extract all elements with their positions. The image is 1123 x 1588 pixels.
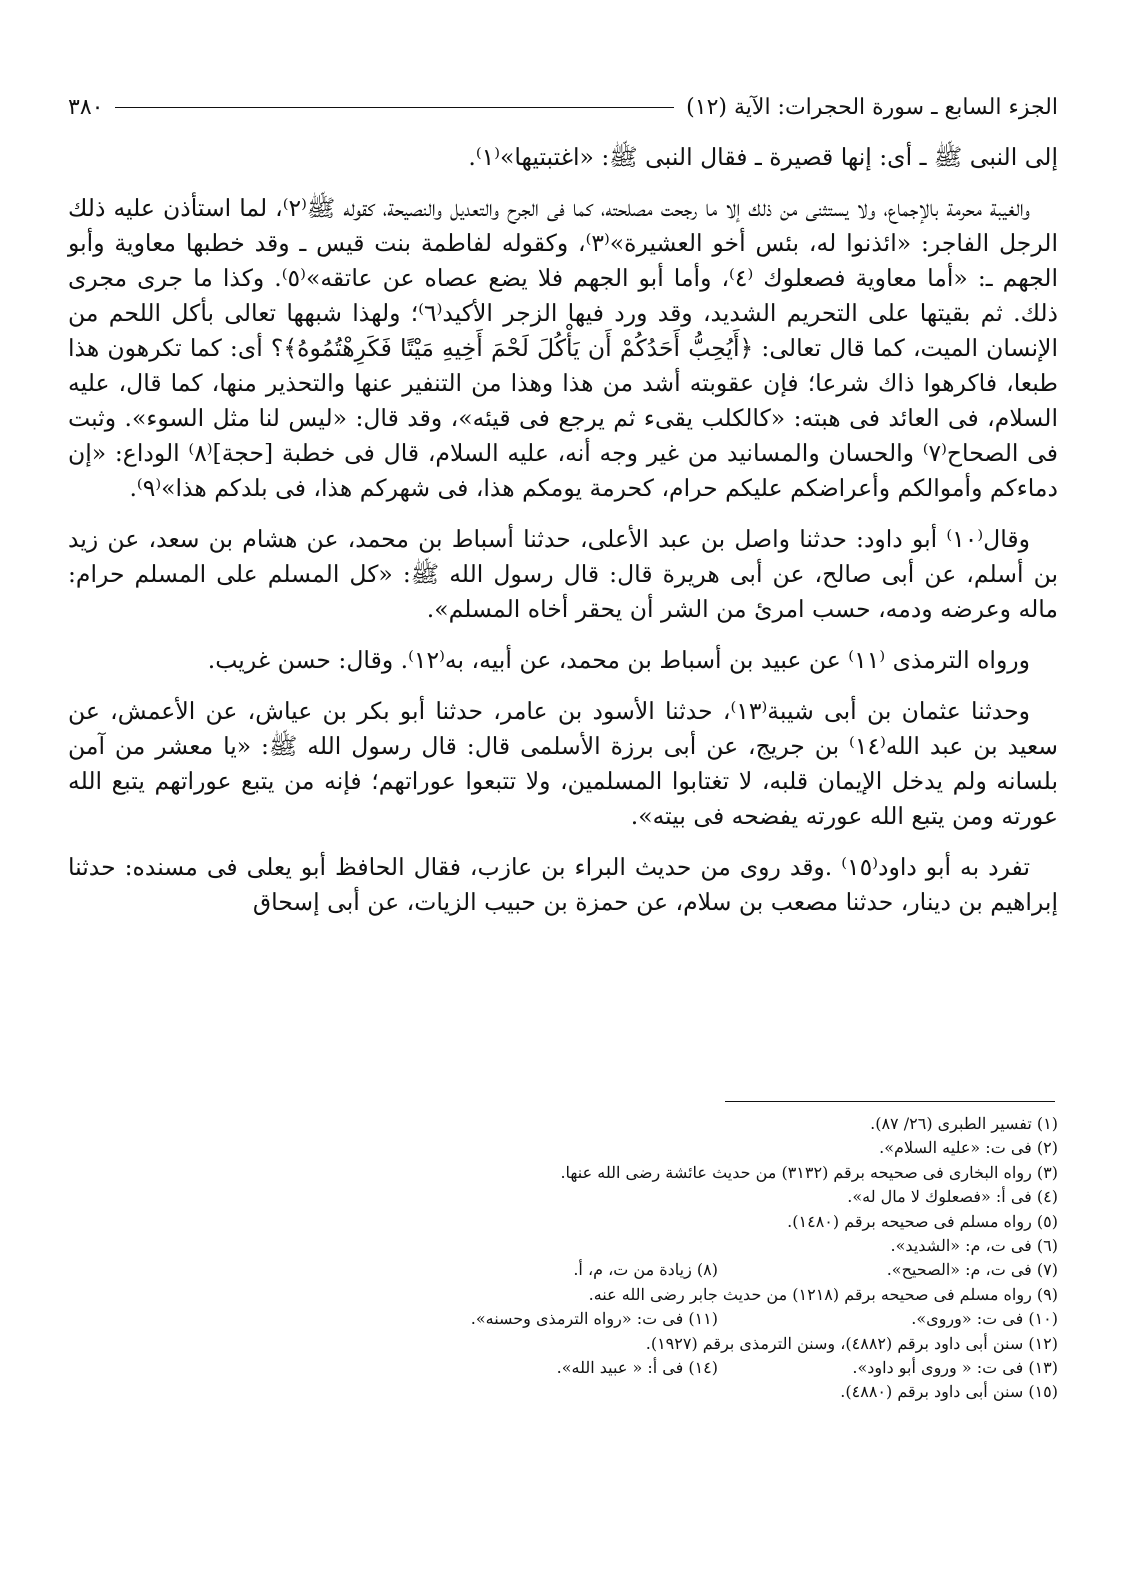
paragraph: ورواه الترمذى ⁽١١⁾ عن عبيد بن أسباط بن محمد، عن أبيه، به⁽١٢⁾. وقال: حسن غريب. xyxy=(207,646,1030,674)
footnote-line xyxy=(68,1161,1058,1185)
footnote: (١١) فى ت: «رواه الترمذى وحسنه». xyxy=(470,1309,718,1329)
footnotes xyxy=(68,1112,1058,1405)
footnote: (١٠) فى ت: «وروى». xyxy=(911,1309,1058,1329)
footnote-line xyxy=(68,1380,1058,1404)
footnote: (١٣) فى ت: « وروى أبو داود». xyxy=(852,1358,1058,1378)
running-title: الجزء السابع ـ سورة الحجرات: الآية (١٢) xyxy=(686,94,1058,120)
footnote-line xyxy=(68,1234,1058,1258)
paragraph: إلى النبى ﷺ ـ أى: إنها قصيرة ـ فقال النبى ﷺ: «اغتبتيها»⁽١⁾. xyxy=(468,143,1058,171)
page-header xyxy=(68,92,1058,122)
footnote: (٢) فى ت: «عليه السلام». xyxy=(879,1138,1058,1158)
footnote-line xyxy=(68,1356,1058,1380)
footnote-line xyxy=(68,1185,1058,1209)
footnote-line xyxy=(68,1332,1058,1356)
footnote-line xyxy=(68,1283,1058,1307)
footnote: (١٢) سنن أبى داود برقم (٤٨٨٢)، وسنن الترمذى برقم (١٩٢٧). xyxy=(645,1333,1058,1353)
footnote-line xyxy=(68,1258,1058,1282)
paragraph: وقال⁽١٠⁾ أبو داود: حدثنا واصل بن عبد الأعلى، حدثنا أسباط بن محمد، عن هشام بن سعد، عن زيد بن أسلم، عن أبى صالح، عن أبى هريرة قال: قال رسول الله ﷺ: «كل المسلم على المسلم حرام: ماله وعرضه ودمه، حسب امرئ من الشر أن يحقر أخاه المسلم». xyxy=(68,525,1058,623)
footnote-separator xyxy=(725,1101,1055,1102)
footnote-line xyxy=(68,1307,1058,1331)
footnote-line xyxy=(68,1112,1058,1136)
header-rule xyxy=(115,107,674,108)
footnote: (١) تفسير الطبرى (٢٦/ ٨٧). xyxy=(870,1114,1058,1133)
footnote: (١٥) سنن أبى داود برقم (٤٨٨٠). xyxy=(840,1382,1058,1402)
footnote: (٣) رواه البخارى فى صحيحه برقم (٣١٣٢) من حديث عائشة رضى الله عنها. xyxy=(560,1162,1058,1182)
footnote: (٨) زيادة من ت، م، أ. xyxy=(573,1260,718,1280)
main-text xyxy=(68,140,1058,936)
footnote: (٤) فى أ: «فصعلوك لا مال له». xyxy=(847,1187,1058,1207)
paragraph: والغيبة محرمة بالإجماع، ولا يستثنى من ذلك إلا ما رجحت مصلحته، كما فى الجرح والتعديل والنصيحة، كقوله ﷺ⁽٢⁾، لما استأذن عليه ذلك الرجل الفاجر: «ائذنوا له، بئس أخو العشيرة»⁽٣⁾، وكقوله لفاطمة بنت قيس ـ وقد خطبها معاوية وأبو الجهم ـ: «أما معاوية فصعلوك ⁽٤⁾، وأما أبو الجهم فلا يضع عصاه عن عاتقه»⁽٥⁾. وكذا ما جرى مجرى ذلك. ثم بقيتها على التحريم الشديد، وقد ورد فيها الزجر الأكيد⁽٦⁾؛ ولهذا شبهها تعالى بأكل اللحم من الإنسان الميت، كما قال تعالى: ﴿أَيُحِبُّ أَحَدُكُمْ أَن يَأْكُلَ لَحْمَ أَخِيهِ مَيْتًا فَكَرِهْتُمُوهُ﴾؟ أى: كما تكرهون هذا طبعا، فاكرهوا ذاك شرعا؛ فإن عقوبته أشد من هذا وهذا من التنفير عنها والتحذير منها، كما قال، عليه السلام، فى العائد فى هبته: «كالكلب يقىء ثم يرجع فى قيئه»، وقد قال: «ليس لنا مثل السوء». وثبت فى الصحاح⁽٧⁾ والحسان والمسانيد من غير وجه أنه، عليه السلام، قال فى خطبة [حجة]⁽٨⁾ الوداع: «إن دماءكم وأموالكم وأعراضكم عليكم حرام، كحرمة يومكم هذا، فى شهركم هذا، فى بلدكم هذا»⁽٩⁾. xyxy=(68,194,1058,502)
footnote: (١٤) فى أ: « عبيد الله». xyxy=(556,1358,718,1378)
footnote: (٥) رواه مسلم فى صحيحه برقم (١٤٨٠). xyxy=(787,1211,1058,1231)
footnote-line xyxy=(68,1210,1058,1234)
footnote: (٦) فى ت، م: «الشديد». xyxy=(890,1236,1058,1256)
paragraph: تفرد به أبو داود⁽١٥⁾ .وقد روى من حديث البراء بن عازب، فقال الحافظ أبو يعلى فى مسنده: حدثنا إبراهيم بن دينار، حدثنا مصعب بن سلام، عن حمزة بن حبيب الزيات، عن أبى إسحاق xyxy=(68,853,1058,916)
footnote: (٩) رواه مسلم فى صحيحه برقم (١٢١٨) من حديث جابر رضى الله عنه. xyxy=(588,1284,1058,1304)
footnote: (٧) فى ت، م: «الصحيح». xyxy=(886,1260,1058,1280)
paragraph: وحدثنا عثمان بن أبى شيبة⁽١٣⁾، حدثنا الأسود بن عامر، حدثنا أبو بكر بن عياش، عن الأعمش، عن سعيد بن عبد الله⁽١٤⁾ بن جريج، عن أبى برزة الأسلمى قال: قال رسول الله ﷺ: «يا معشر من آمن بلسانه ولم يدخل الإيمان قلبه، لا تغتابوا المسلمين، ولا تتبعوا عوراتهم؛ فإنه من يتبع عوراتهم يتبع الله عورته ومن يتبع الله عورته يفضحه فى بيته». xyxy=(68,697,1058,830)
page-number: ٣٨٠ xyxy=(68,94,104,120)
footnote-line xyxy=(68,1136,1058,1160)
